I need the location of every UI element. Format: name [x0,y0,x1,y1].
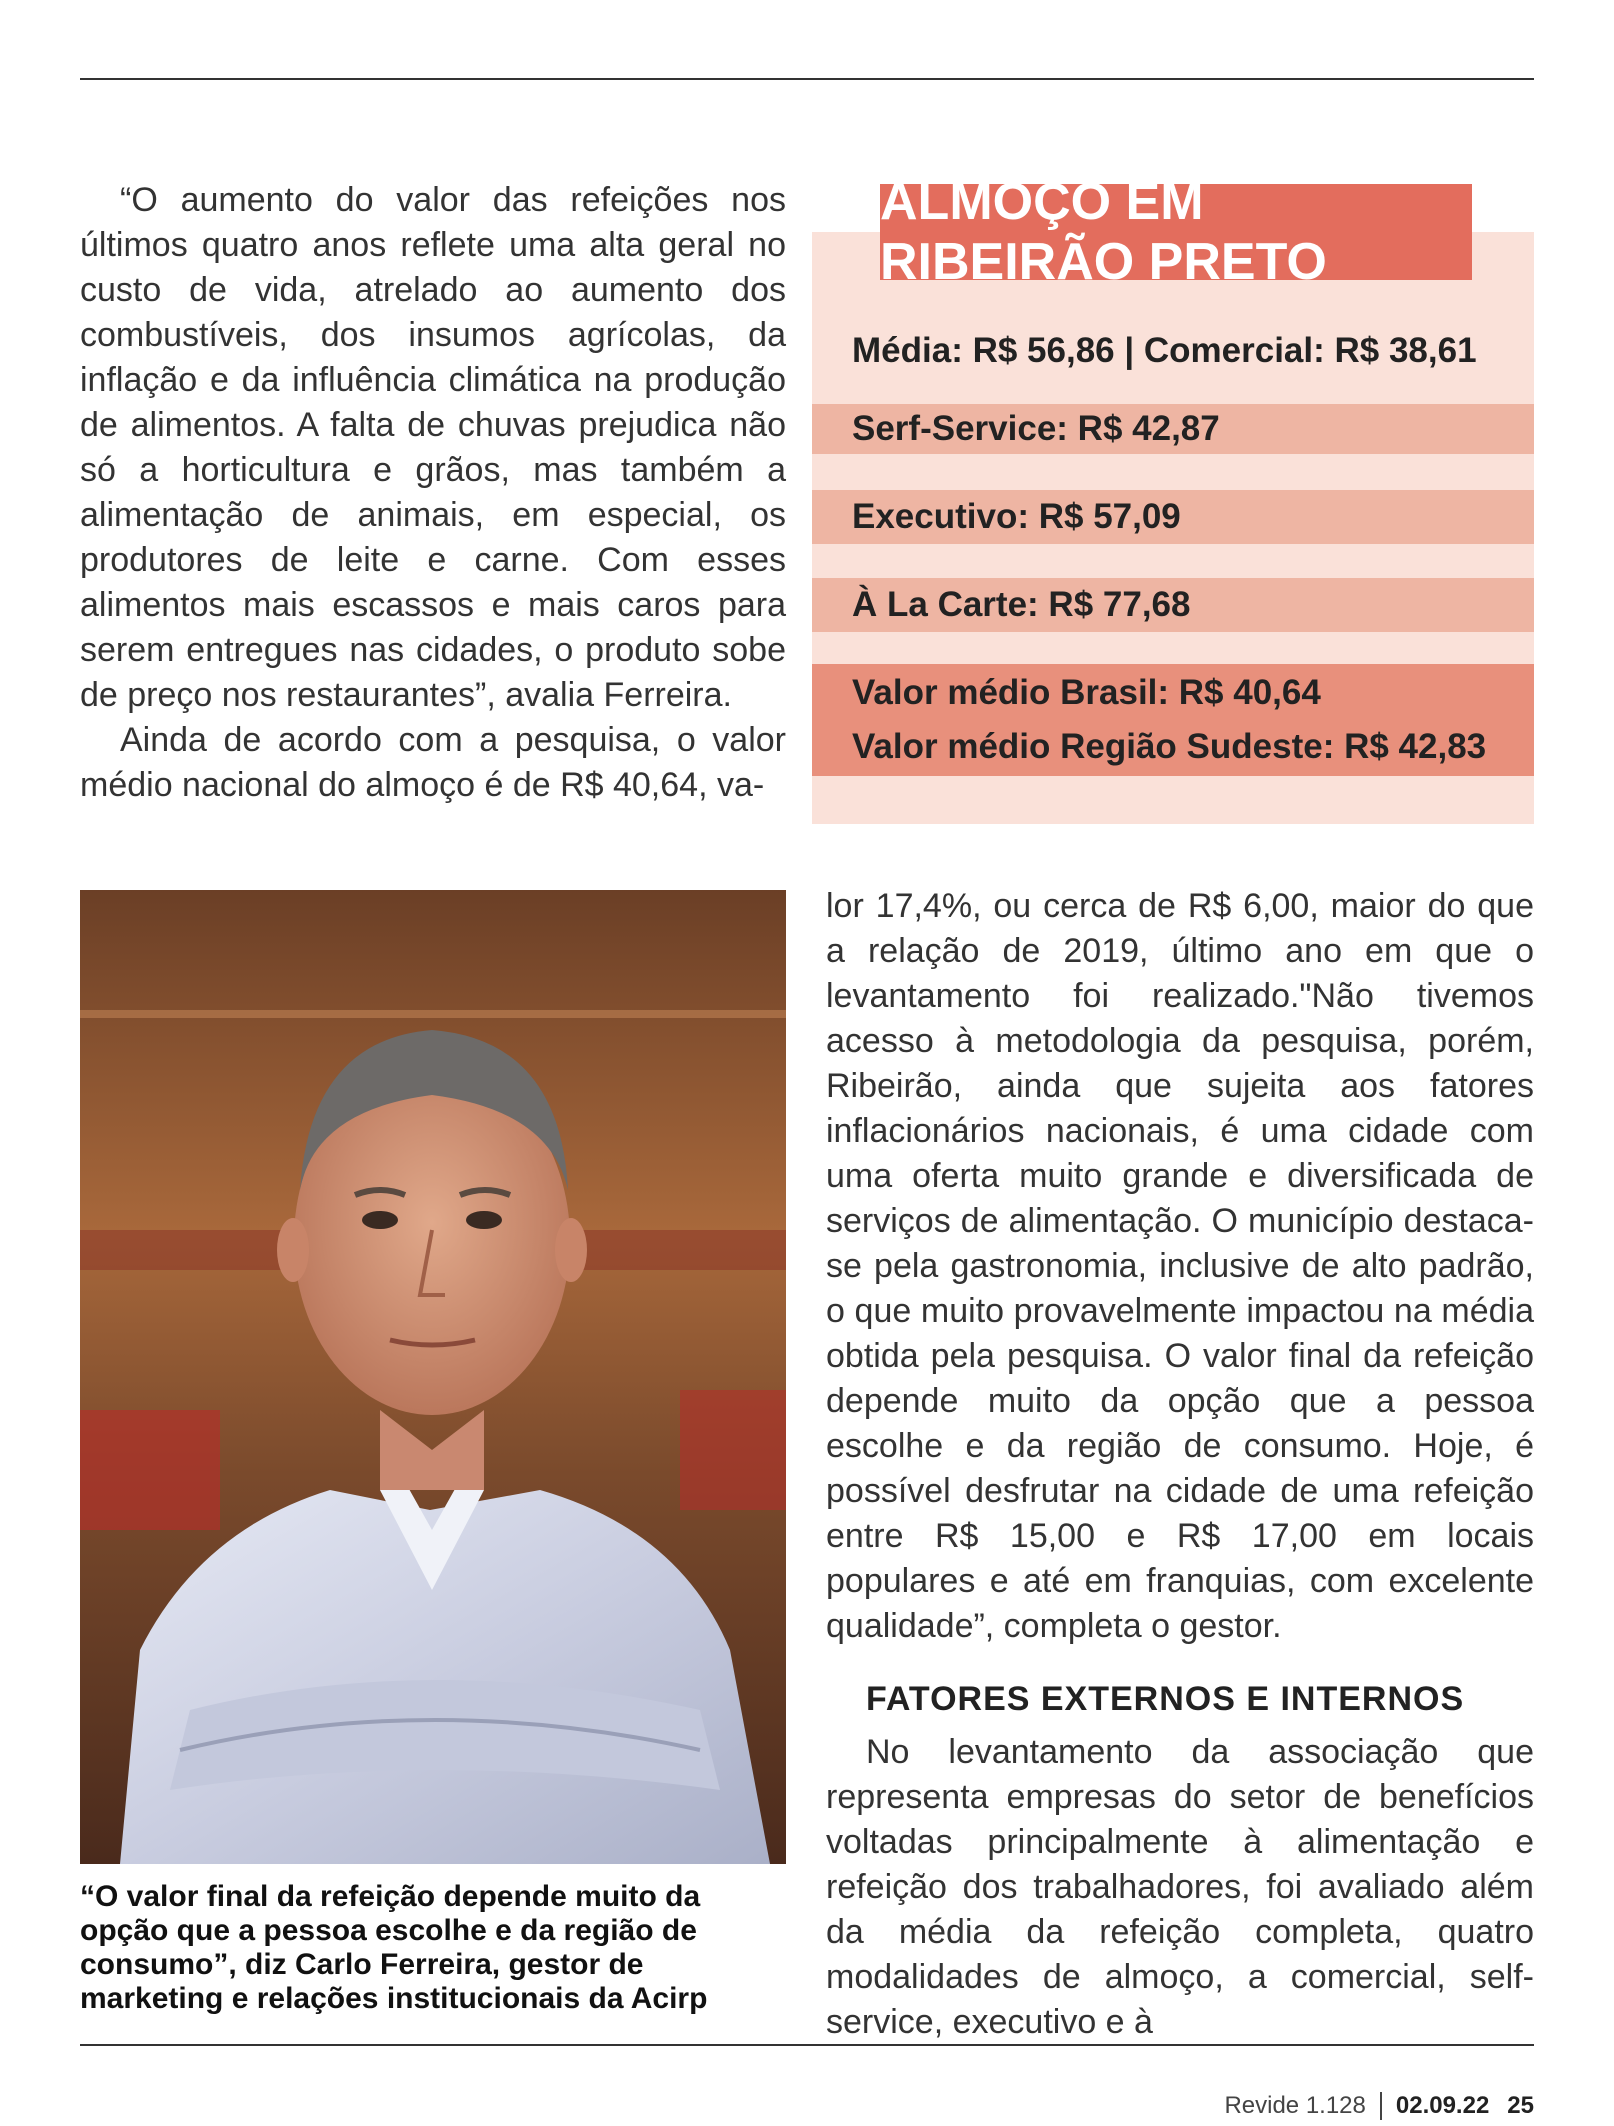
right-column-text [826,884,1534,1649]
footer-separator [1380,2092,1382,2120]
portrait-photo [80,890,786,1864]
info-row-national-averages [812,664,1534,776]
info-row-media: Média: R$ 56,86 | Comercial: R$ 38,61 [852,331,1477,370]
bottom-rule [80,2044,1534,2046]
info-row-sudeste: Valor médio Região Sudeste: R$ 42,83 [852,727,1487,766]
left-column-text [80,178,786,808]
info-row-self-service: Serf-Service: R$ 42,87 [812,404,1534,454]
photo-caption: “O valor final da refeição depende muito da opção que a pessoa escolhe e da região de consumo”, diz Carlo Ferreira, gestor de marketing e relações institucionais da Acirp [80,1880,708,2015]
left-paragraph-1: “O aumento do valor das refeições nos últimos quatro anos reflete uma alta geral no custo de vida, atrelado ao aumento dos combustíveis, dos insumos agrícolas, da inflação e da influência climática na produção de alimentos. A falta de chuvas prejudica não só a horticultura e grãos, mas também a alimentação de animais, em especial, os produtores de leite e carne. Com esses alimentos mais escassos e mais caros para serem entregues nas cidades, o produto sobe de preço nos restaurantes”, avalia Ferreira. [80,181,786,714]
section-paragraph: No levantamento da associação que representa empresas do setor de benefícios voltadas principalmente à alimentação e refeição dos trabalhadores, foi avaliado além da média da refeição completa, quatro modalidades de almoço, a comercial, self-service, executivo e à [826,1733,1534,2041]
info-row-a-la-carte: À La Carte: R$ 77,68 [812,578,1534,632]
page-footer [1224,2092,1534,2120]
footer-date: 02.09.22 [1395,2092,1490,2119]
top-rule [80,78,1534,80]
page-number: 25 [1507,2092,1534,2119]
section-text [826,1730,1534,2045]
info-box-title: ALMOÇO EM RIBEIRÃO PRETO [880,184,1472,280]
section-heading: FATORES EXTERNOS E INTERNOS [866,1680,1465,1718]
info-row-brasil: Valor médio Brasil: R$ 40,64 [852,673,1321,712]
info-row-executivo: Executivo: R$ 57,09 [812,490,1534,544]
footer-publication: Revide 1.128 [1224,2092,1366,2119]
right-paragraph: lor 17,4%, ou cerca de R$ 6,00, maior do que a relação de 2019, último ano em que o levantamento foi realizado."Não tivemos acesso à metodologia da pesquisa, porém, Ribeirão, ainda que sujeita aos fatores inflacionários nacionais, é uma cidade com uma oferta muito grande e diversificada de serviços de alimentação. O município destaca-se pela gastronomia, inclusive de alto padrão, o que muito provavelmente impactou na média obtida pela pesquisa. O valor final da refeição depende muito da opção que a pessoa escolhe e da região de consumo. Hoje, é possível desfrutar na cidade de uma refeição entre R$ 15,00 e R$ 17,00 em locais populares e até em franquias, com excelente qualidade”, completa o gestor. [826,887,1534,1645]
left-paragraph-2: Ainda de acordo com a pesquisa, o valor médio nacional do almoço é de R$ 40,64, va- [80,721,786,804]
